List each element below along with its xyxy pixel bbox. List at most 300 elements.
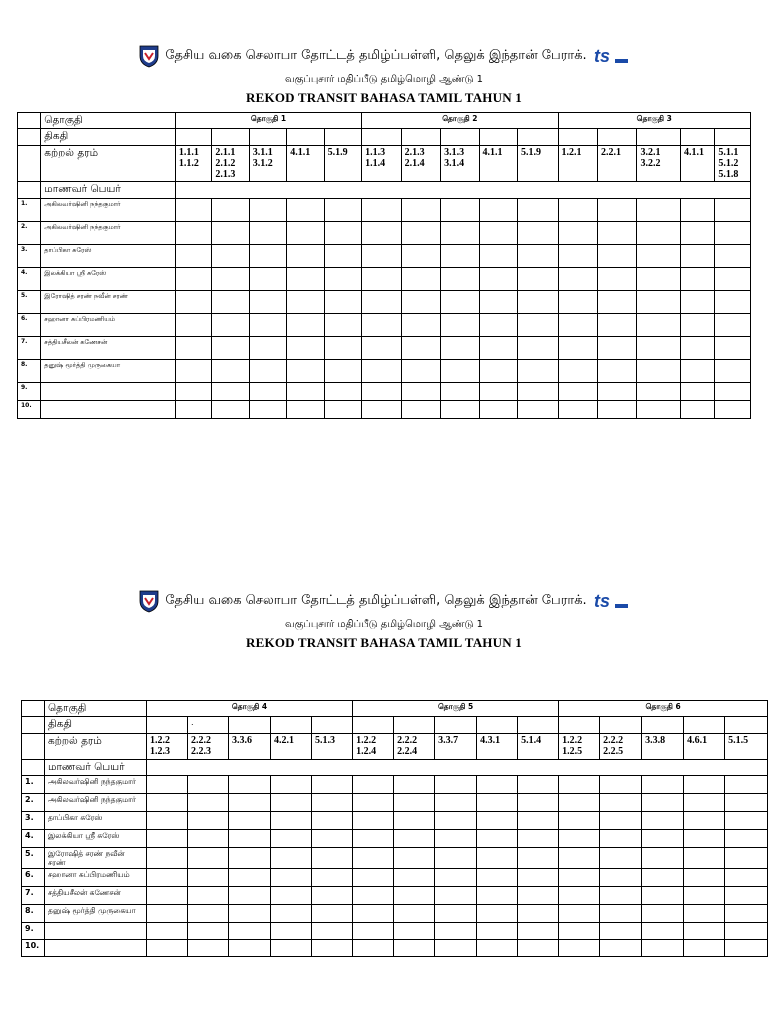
date-cell[interactable]	[188, 717, 229, 734]
score-cell[interactable]	[559, 848, 600, 869]
date-cell[interactable]	[725, 717, 768, 734]
score-cell[interactable]	[479, 268, 517, 291]
score-cell[interactable]	[477, 887, 518, 905]
score-cell[interactable]	[229, 848, 271, 869]
score-cell[interactable]	[287, 383, 324, 401]
score-cell[interactable]	[147, 776, 188, 794]
score-cell[interactable]	[401, 314, 440, 337]
score-cell[interactable]	[725, 940, 768, 957]
score-cell[interactable]	[312, 848, 353, 869]
date-cell[interactable]	[477, 717, 518, 734]
score-cell[interactable]	[229, 869, 271, 887]
score-cell[interactable]	[212, 291, 249, 314]
score-cell[interactable]	[249, 401, 286, 419]
score-cell[interactable]	[558, 268, 597, 291]
score-cell[interactable]	[477, 923, 518, 940]
score-cell[interactable]	[558, 291, 597, 314]
score-cell[interactable]	[229, 940, 271, 957]
score-cell[interactable]	[715, 401, 751, 419]
score-cell[interactable]	[725, 887, 768, 905]
score-cell[interactable]	[324, 291, 362, 314]
score-cell[interactable]	[441, 360, 479, 383]
date-cell[interactable]	[680, 129, 714, 146]
date-cell[interactable]	[147, 717, 188, 734]
score-cell[interactable]	[271, 869, 312, 887]
score-cell[interactable]	[271, 905, 312, 923]
date-cell[interactable]	[600, 717, 642, 734]
score-cell[interactable]	[212, 337, 249, 360]
score-cell[interactable]	[642, 887, 684, 905]
score-cell[interactable]	[597, 314, 636, 337]
score-cell[interactable]	[271, 923, 312, 940]
date-cell[interactable]	[479, 129, 517, 146]
score-cell[interactable]	[479, 291, 517, 314]
score-cell[interactable]	[597, 383, 636, 401]
score-cell[interactable]	[518, 812, 559, 830]
score-cell[interactable]	[271, 940, 312, 957]
score-cell[interactable]	[441, 291, 479, 314]
score-cell[interactable]	[559, 776, 600, 794]
score-cell[interactable]	[637, 314, 681, 337]
score-cell[interactable]	[435, 887, 477, 905]
score-cell[interactable]	[642, 794, 684, 812]
score-cell[interactable]	[287, 268, 324, 291]
score-cell[interactable]	[147, 812, 188, 830]
score-cell[interactable]	[715, 360, 751, 383]
score-cell[interactable]	[715, 199, 751, 222]
score-cell[interactable]	[477, 905, 518, 923]
score-cell[interactable]	[287, 222, 324, 245]
score-cell[interactable]	[435, 812, 477, 830]
score-cell[interactable]	[559, 869, 600, 887]
score-cell[interactable]	[394, 848, 435, 869]
date-cell[interactable]	[517, 129, 558, 146]
score-cell[interactable]	[684, 812, 725, 830]
score-cell[interactable]	[271, 776, 312, 794]
score-cell[interactable]	[353, 848, 394, 869]
date-cell[interactable]	[212, 129, 249, 146]
score-cell[interactable]	[518, 923, 559, 940]
score-cell[interactable]	[287, 401, 324, 419]
score-cell[interactable]	[642, 848, 684, 869]
score-cell[interactable]	[312, 794, 353, 812]
score-cell[interactable]	[249, 291, 286, 314]
score-cell[interactable]	[441, 222, 479, 245]
score-cell[interactable]	[715, 268, 751, 291]
score-cell[interactable]	[441, 199, 479, 222]
date-cell[interactable]	[715, 129, 751, 146]
score-cell[interactable]	[435, 794, 477, 812]
score-cell[interactable]	[362, 268, 401, 291]
score-cell[interactable]	[353, 923, 394, 940]
score-cell[interactable]	[175, 360, 211, 383]
score-cell[interactable]	[558, 222, 597, 245]
score-cell[interactable]	[680, 337, 714, 360]
score-cell[interactable]	[249, 337, 286, 360]
score-cell[interactable]	[394, 869, 435, 887]
score-cell[interactable]	[435, 940, 477, 957]
score-cell[interactable]	[637, 401, 681, 419]
score-cell[interactable]	[642, 923, 684, 940]
score-cell[interactable]	[147, 905, 188, 923]
score-cell[interactable]	[188, 905, 229, 923]
score-cell[interactable]	[188, 923, 229, 940]
score-cell[interactable]	[188, 830, 229, 848]
score-cell[interactable]	[353, 905, 394, 923]
score-cell[interactable]	[435, 848, 477, 869]
score-cell[interactable]	[597, 401, 636, 419]
score-cell[interactable]	[558, 383, 597, 401]
score-cell[interactable]	[229, 887, 271, 905]
score-cell[interactable]	[188, 776, 229, 794]
score-cell[interactable]	[637, 383, 681, 401]
score-cell[interactable]	[353, 830, 394, 848]
score-cell[interactable]	[362, 314, 401, 337]
score-cell[interactable]	[559, 794, 600, 812]
score-cell[interactable]	[441, 245, 479, 268]
score-cell[interactable]	[147, 940, 188, 957]
score-cell[interactable]	[435, 776, 477, 794]
score-cell[interactable]	[441, 337, 479, 360]
score-cell[interactable]	[271, 848, 312, 869]
score-cell[interactable]	[175, 291, 211, 314]
score-cell[interactable]	[212, 383, 249, 401]
score-cell[interactable]	[229, 794, 271, 812]
date-cell[interactable]	[558, 129, 597, 146]
score-cell[interactable]	[353, 776, 394, 794]
score-cell[interactable]	[147, 923, 188, 940]
score-cell[interactable]	[287, 314, 324, 337]
score-cell[interactable]	[518, 848, 559, 869]
score-cell[interactable]	[312, 923, 353, 940]
score-cell[interactable]	[271, 794, 312, 812]
score-cell[interactable]	[559, 812, 600, 830]
score-cell[interactable]	[147, 794, 188, 812]
score-cell[interactable]	[518, 905, 559, 923]
score-cell[interactable]	[353, 940, 394, 957]
score-cell[interactable]	[249, 222, 286, 245]
score-cell[interactable]	[680, 291, 714, 314]
score-cell[interactable]	[287, 199, 324, 222]
score-cell[interactable]	[477, 940, 518, 957]
score-cell[interactable]	[401, 360, 440, 383]
date-cell[interactable]	[312, 717, 353, 734]
score-cell[interactable]	[558, 314, 597, 337]
score-cell[interactable]	[175, 268, 211, 291]
score-cell[interactable]	[312, 940, 353, 957]
score-cell[interactable]	[715, 245, 751, 268]
score-cell[interactable]	[559, 830, 600, 848]
score-cell[interactable]	[362, 291, 401, 314]
score-cell[interactable]	[401, 268, 440, 291]
score-cell[interactable]	[558, 401, 597, 419]
score-cell[interactable]	[212, 245, 249, 268]
score-cell[interactable]	[324, 199, 362, 222]
score-cell[interactable]	[715, 314, 751, 337]
score-cell[interactable]	[597, 337, 636, 360]
score-cell[interactable]	[725, 848, 768, 869]
score-cell[interactable]	[558, 245, 597, 268]
score-cell[interactable]	[312, 776, 353, 794]
score-cell[interactable]	[642, 830, 684, 848]
score-cell[interactable]	[229, 776, 271, 794]
date-cell[interactable]	[642, 717, 684, 734]
score-cell[interactable]	[212, 314, 249, 337]
score-cell[interactable]	[394, 887, 435, 905]
score-cell[interactable]	[271, 830, 312, 848]
score-cell[interactable]	[637, 291, 681, 314]
score-cell[interactable]	[324, 383, 362, 401]
score-cell[interactable]	[394, 830, 435, 848]
score-cell[interactable]	[517, 245, 558, 268]
score-cell[interactable]	[518, 830, 559, 848]
score-cell[interactable]	[600, 830, 642, 848]
score-cell[interactable]	[353, 869, 394, 887]
score-cell[interactable]	[684, 830, 725, 848]
score-cell[interactable]	[188, 869, 229, 887]
score-cell[interactable]	[394, 923, 435, 940]
score-cell[interactable]	[287, 337, 324, 360]
score-cell[interactable]	[715, 291, 751, 314]
score-cell[interactable]	[684, 923, 725, 940]
score-cell[interactable]	[725, 869, 768, 887]
score-cell[interactable]	[725, 794, 768, 812]
date-cell[interactable]	[394, 717, 435, 734]
score-cell[interactable]	[175, 383, 211, 401]
score-cell[interactable]	[725, 905, 768, 923]
score-cell[interactable]	[558, 199, 597, 222]
date-cell[interactable]	[287, 129, 324, 146]
score-cell[interactable]	[479, 401, 517, 419]
score-cell[interactable]	[353, 794, 394, 812]
score-cell[interactable]	[212, 268, 249, 291]
score-cell[interactable]	[600, 776, 642, 794]
score-cell[interactable]	[394, 794, 435, 812]
score-cell[interactable]	[401, 199, 440, 222]
score-cell[interactable]	[435, 905, 477, 923]
score-cell[interactable]	[600, 905, 642, 923]
score-cell[interactable]	[394, 940, 435, 957]
score-cell[interactable]	[362, 337, 401, 360]
score-cell[interactable]	[324, 268, 362, 291]
score-cell[interactable]	[715, 337, 751, 360]
date-cell[interactable]	[684, 717, 725, 734]
score-cell[interactable]	[725, 812, 768, 830]
score-cell[interactable]	[324, 337, 362, 360]
score-cell[interactable]	[229, 905, 271, 923]
date-cell[interactable]	[362, 129, 401, 146]
score-cell[interactable]	[229, 812, 271, 830]
date-cell[interactable]	[637, 129, 681, 146]
score-cell[interactable]	[287, 291, 324, 314]
score-cell[interactable]	[558, 360, 597, 383]
score-cell[interactable]	[597, 245, 636, 268]
score-cell[interactable]	[249, 314, 286, 337]
score-cell[interactable]	[517, 383, 558, 401]
score-cell[interactable]	[362, 222, 401, 245]
score-cell[interactable]	[401, 337, 440, 360]
score-cell[interactable]	[401, 245, 440, 268]
score-cell[interactable]	[559, 887, 600, 905]
score-cell[interactable]	[362, 245, 401, 268]
score-cell[interactable]	[517, 401, 558, 419]
score-cell[interactable]	[441, 314, 479, 337]
score-cell[interactable]	[249, 268, 286, 291]
score-cell[interactable]	[558, 337, 597, 360]
score-cell[interactable]	[637, 360, 681, 383]
score-cell[interactable]	[600, 887, 642, 905]
date-cell[interactable]	[597, 129, 636, 146]
score-cell[interactable]	[271, 812, 312, 830]
score-cell[interactable]	[637, 222, 681, 245]
score-cell[interactable]	[559, 940, 600, 957]
score-cell[interactable]	[147, 869, 188, 887]
score-cell[interactable]	[684, 794, 725, 812]
score-cell[interactable]	[680, 268, 714, 291]
score-cell[interactable]	[684, 848, 725, 869]
score-cell[interactable]	[517, 360, 558, 383]
score-cell[interactable]	[401, 383, 440, 401]
score-cell[interactable]	[600, 869, 642, 887]
score-cell[interactable]	[188, 940, 229, 957]
score-cell[interactable]	[725, 830, 768, 848]
score-cell[interactable]	[600, 848, 642, 869]
score-cell[interactable]	[147, 830, 188, 848]
score-cell[interactable]	[147, 848, 188, 869]
score-cell[interactable]	[600, 940, 642, 957]
score-cell[interactable]	[637, 199, 681, 222]
score-cell[interactable]	[249, 383, 286, 401]
score-cell[interactable]	[401, 291, 440, 314]
score-cell[interactable]	[637, 245, 681, 268]
score-cell[interactable]	[175, 337, 211, 360]
score-cell[interactable]	[477, 812, 518, 830]
score-cell[interactable]	[312, 869, 353, 887]
score-cell[interactable]	[684, 869, 725, 887]
score-cell[interactable]	[684, 905, 725, 923]
score-cell[interactable]	[597, 222, 636, 245]
score-cell[interactable]	[324, 222, 362, 245]
score-cell[interactable]	[353, 812, 394, 830]
score-cell[interactable]	[684, 940, 725, 957]
date-cell[interactable]	[441, 129, 479, 146]
score-cell[interactable]	[642, 905, 684, 923]
score-cell[interactable]	[642, 776, 684, 794]
score-cell[interactable]	[680, 383, 714, 401]
score-cell[interactable]	[597, 360, 636, 383]
score-cell[interactable]	[600, 794, 642, 812]
date-cell[interactable]	[249, 129, 286, 146]
score-cell[interactable]	[324, 401, 362, 419]
score-cell[interactable]	[353, 887, 394, 905]
score-cell[interactable]	[212, 360, 249, 383]
score-cell[interactable]	[600, 923, 642, 940]
score-cell[interactable]	[175, 222, 211, 245]
score-cell[interactable]	[518, 794, 559, 812]
score-cell[interactable]	[394, 812, 435, 830]
score-cell[interactable]	[479, 383, 517, 401]
score-cell[interactable]	[637, 337, 681, 360]
score-cell[interactable]	[249, 245, 286, 268]
score-cell[interactable]	[175, 314, 211, 337]
date-cell[interactable]	[271, 717, 312, 734]
date-cell[interactable]	[559, 717, 600, 734]
score-cell[interactable]	[680, 245, 714, 268]
date-cell[interactable]	[518, 717, 559, 734]
score-cell[interactable]	[287, 360, 324, 383]
score-cell[interactable]	[435, 830, 477, 848]
score-cell[interactable]	[477, 794, 518, 812]
score-cell[interactable]	[312, 887, 353, 905]
score-cell[interactable]	[249, 360, 286, 383]
score-cell[interactable]	[175, 245, 211, 268]
score-cell[interactable]	[637, 268, 681, 291]
score-cell[interactable]	[597, 291, 636, 314]
score-cell[interactable]	[324, 314, 362, 337]
score-cell[interactable]	[642, 940, 684, 957]
score-cell[interactable]	[188, 848, 229, 869]
score-cell[interactable]	[441, 401, 479, 419]
score-cell[interactable]	[725, 776, 768, 794]
score-cell[interactable]	[479, 314, 517, 337]
score-cell[interactable]	[287, 245, 324, 268]
score-cell[interactable]	[517, 199, 558, 222]
score-cell[interactable]	[175, 401, 211, 419]
score-cell[interactable]	[212, 199, 249, 222]
score-cell[interactable]	[477, 848, 518, 869]
score-cell[interactable]	[362, 360, 401, 383]
score-cell[interactable]	[642, 869, 684, 887]
score-cell[interactable]	[479, 360, 517, 383]
score-cell[interactable]	[479, 337, 517, 360]
score-cell[interactable]	[517, 268, 558, 291]
score-cell[interactable]	[517, 314, 558, 337]
score-cell[interactable]	[271, 887, 312, 905]
score-cell[interactable]	[188, 887, 229, 905]
score-cell[interactable]	[312, 812, 353, 830]
score-cell[interactable]	[597, 268, 636, 291]
score-cell[interactable]	[559, 905, 600, 923]
score-cell[interactable]	[362, 401, 401, 419]
score-cell[interactable]	[249, 199, 286, 222]
score-cell[interactable]	[324, 245, 362, 268]
score-cell[interactable]	[147, 887, 188, 905]
score-cell[interactable]	[715, 222, 751, 245]
score-cell[interactable]	[517, 337, 558, 360]
score-cell[interactable]	[642, 812, 684, 830]
score-cell[interactable]	[680, 360, 714, 383]
score-cell[interactable]	[229, 923, 271, 940]
score-cell[interactable]	[680, 401, 714, 419]
score-cell[interactable]	[479, 199, 517, 222]
score-cell[interactable]	[362, 199, 401, 222]
score-cell[interactable]	[477, 776, 518, 794]
score-cell[interactable]	[680, 222, 714, 245]
score-cell[interactable]	[725, 923, 768, 940]
score-cell[interactable]	[597, 199, 636, 222]
score-cell[interactable]	[518, 940, 559, 957]
score-cell[interactable]	[680, 314, 714, 337]
score-cell[interactable]	[362, 383, 401, 401]
score-cell[interactable]	[441, 268, 479, 291]
score-cell[interactable]	[212, 401, 249, 419]
score-cell[interactable]	[517, 222, 558, 245]
date-cell[interactable]	[324, 129, 362, 146]
score-cell[interactable]	[518, 776, 559, 794]
score-cell[interactable]	[324, 360, 362, 383]
score-cell[interactable]	[517, 291, 558, 314]
score-cell[interactable]	[477, 830, 518, 848]
